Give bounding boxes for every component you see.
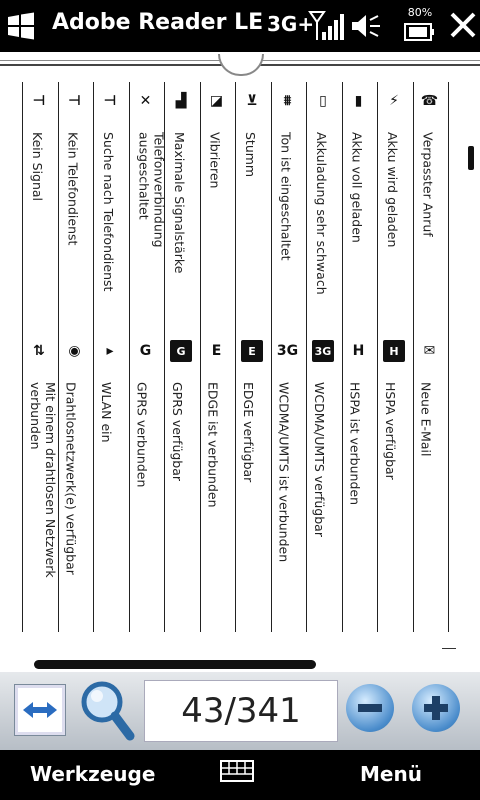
legend-label: Verpasster Anruf bbox=[420, 132, 436, 237]
windows-start-icon[interactable] bbox=[6, 11, 36, 41]
table-column-divider bbox=[22, 82, 23, 632]
keyboard-icon[interactable] bbox=[220, 760, 254, 782]
table-column-divider bbox=[413, 82, 414, 632]
battery-percent: 80% bbox=[407, 6, 433, 19]
tools-softkey[interactable]: Werkzeuge bbox=[30, 762, 156, 786]
app-title: Adobe Reader LE bbox=[52, 10, 264, 35]
legend-label: Mit einem drahtlosen Netzwerk verbunden bbox=[28, 382, 58, 578]
legend-label: WCDMA/UMTS ist verbunden bbox=[276, 382, 292, 563]
gprs-available-icon: G bbox=[170, 340, 192, 362]
close-icon[interactable] bbox=[450, 12, 476, 38]
signal-strength-icon[interactable] bbox=[308, 10, 344, 42]
table-column-divider bbox=[235, 82, 236, 632]
pull-handle[interactable] bbox=[218, 54, 264, 76]
legend-label: Kein Telefondienst bbox=[65, 132, 81, 246]
legend-label: Kein Signal bbox=[30, 132, 45, 202]
wcdma-connected-icon: 3G bbox=[276, 343, 299, 359]
legend-label: Neue E-Mail bbox=[418, 382, 434, 457]
no-phone-service-icon: ⊣ bbox=[68, 93, 81, 109]
edge-available-icon: E bbox=[241, 340, 263, 362]
table-column-divider bbox=[200, 82, 201, 632]
legend-label: Ton ist eingeschaltet bbox=[278, 132, 294, 261]
searching-phone-service-icon: ⊣ bbox=[103, 93, 117, 109]
gprs-connected-icon: G bbox=[139, 343, 152, 359]
sound-on-icon: ⩩ bbox=[283, 93, 292, 109]
volume-icon[interactable] bbox=[350, 12, 382, 40]
battery-full-icon: ▮ bbox=[354, 93, 363, 109]
table-column-divider bbox=[129, 82, 130, 632]
new-email-icon: ✉ bbox=[423, 343, 436, 359]
legend-label: Telefonverbindung ausgeschaltet bbox=[136, 132, 167, 248]
hspa-connected-icon: H bbox=[352, 343, 365, 359]
zoom-out-button[interactable] bbox=[346, 684, 394, 732]
legend-label: WLAN ein bbox=[99, 382, 114, 443]
legend-label: EDGE verfügbar bbox=[241, 382, 256, 483]
fit-width-button[interactable] bbox=[14, 684, 66, 736]
softkey-bar bbox=[0, 750, 480, 800]
title-bar bbox=[0, 0, 480, 52]
phone-off-icon: ✕ bbox=[139, 93, 152, 109]
page-mark bbox=[442, 648, 456, 649]
legend-label: EDGE ist verbunden bbox=[205, 382, 221, 508]
vibrate-icon: ◪ bbox=[209, 93, 224, 109]
battery-icon bbox=[404, 22, 436, 42]
page-number-field[interactable]: 43/341 bbox=[144, 680, 338, 742]
battery-charging-icon: ⚡ bbox=[389, 93, 399, 109]
zoom-in-button[interactable] bbox=[412, 684, 460, 732]
hspa-available-icon: H bbox=[383, 340, 405, 362]
fit-width-icon bbox=[21, 699, 59, 721]
table-column-divider bbox=[377, 82, 378, 632]
battery-indicator[interactable] bbox=[402, 6, 438, 46]
table-column-divider bbox=[93, 82, 94, 632]
table-column-divider bbox=[342, 82, 343, 632]
mute-icon: ⊻ bbox=[246, 93, 258, 109]
legend-label: Suche nach Telefondienst bbox=[101, 132, 116, 292]
legend-label: Akku wird geladen bbox=[385, 132, 400, 248]
legend-label: GPRS verbunden bbox=[134, 382, 150, 488]
table-column-divider bbox=[448, 82, 449, 632]
legend-label: Akku voll geladen bbox=[349, 132, 365, 243]
document-view[interactable] bbox=[0, 52, 480, 672]
table-column-divider bbox=[271, 82, 272, 632]
edge-connected-icon: E bbox=[211, 343, 222, 359]
legend-label: GPRS verfügbar bbox=[170, 382, 185, 482]
legend-label: Akkuladung sehr schwach bbox=[314, 132, 329, 295]
missed-call-icon: ☎ bbox=[420, 93, 439, 109]
legend-label: HSPA ist verbunden bbox=[347, 382, 363, 506]
max-signal-icon: ▟ bbox=[175, 93, 187, 109]
legend-label: HSPA verfügbar bbox=[383, 382, 398, 480]
battery-very-low-icon: ▯ bbox=[319, 93, 327, 109]
reader-toolbar bbox=[0, 672, 480, 750]
wireless-available-icon: ◉ bbox=[68, 343, 81, 359]
wcdma-available-icon: 3G bbox=[312, 340, 334, 362]
legend-label: Vibrieren bbox=[207, 132, 223, 189]
network-type-label: 3G+ bbox=[267, 12, 315, 36]
table-column-divider bbox=[306, 82, 307, 632]
menu-softkey[interactable]: Menü bbox=[360, 762, 422, 786]
horizontal-scrollbar[interactable] bbox=[34, 660, 316, 669]
legend-label: Maximale Signalstärke bbox=[172, 132, 187, 274]
search-icon[interactable] bbox=[80, 678, 136, 742]
wlan-on-icon: ▸ bbox=[106, 343, 114, 359]
legend-label: Drahtlosnetzwerk(e) verfügbar bbox=[63, 382, 79, 575]
vertical-scrollbar[interactable] bbox=[468, 146, 474, 170]
no-signal-icon: ⊣ bbox=[32, 93, 46, 109]
legend-label: Stumm bbox=[243, 132, 258, 178]
wireless-connected-icon: ⇅ bbox=[33, 343, 45, 359]
legend-label: WCDMA/UMTS verfügbar bbox=[312, 382, 327, 537]
